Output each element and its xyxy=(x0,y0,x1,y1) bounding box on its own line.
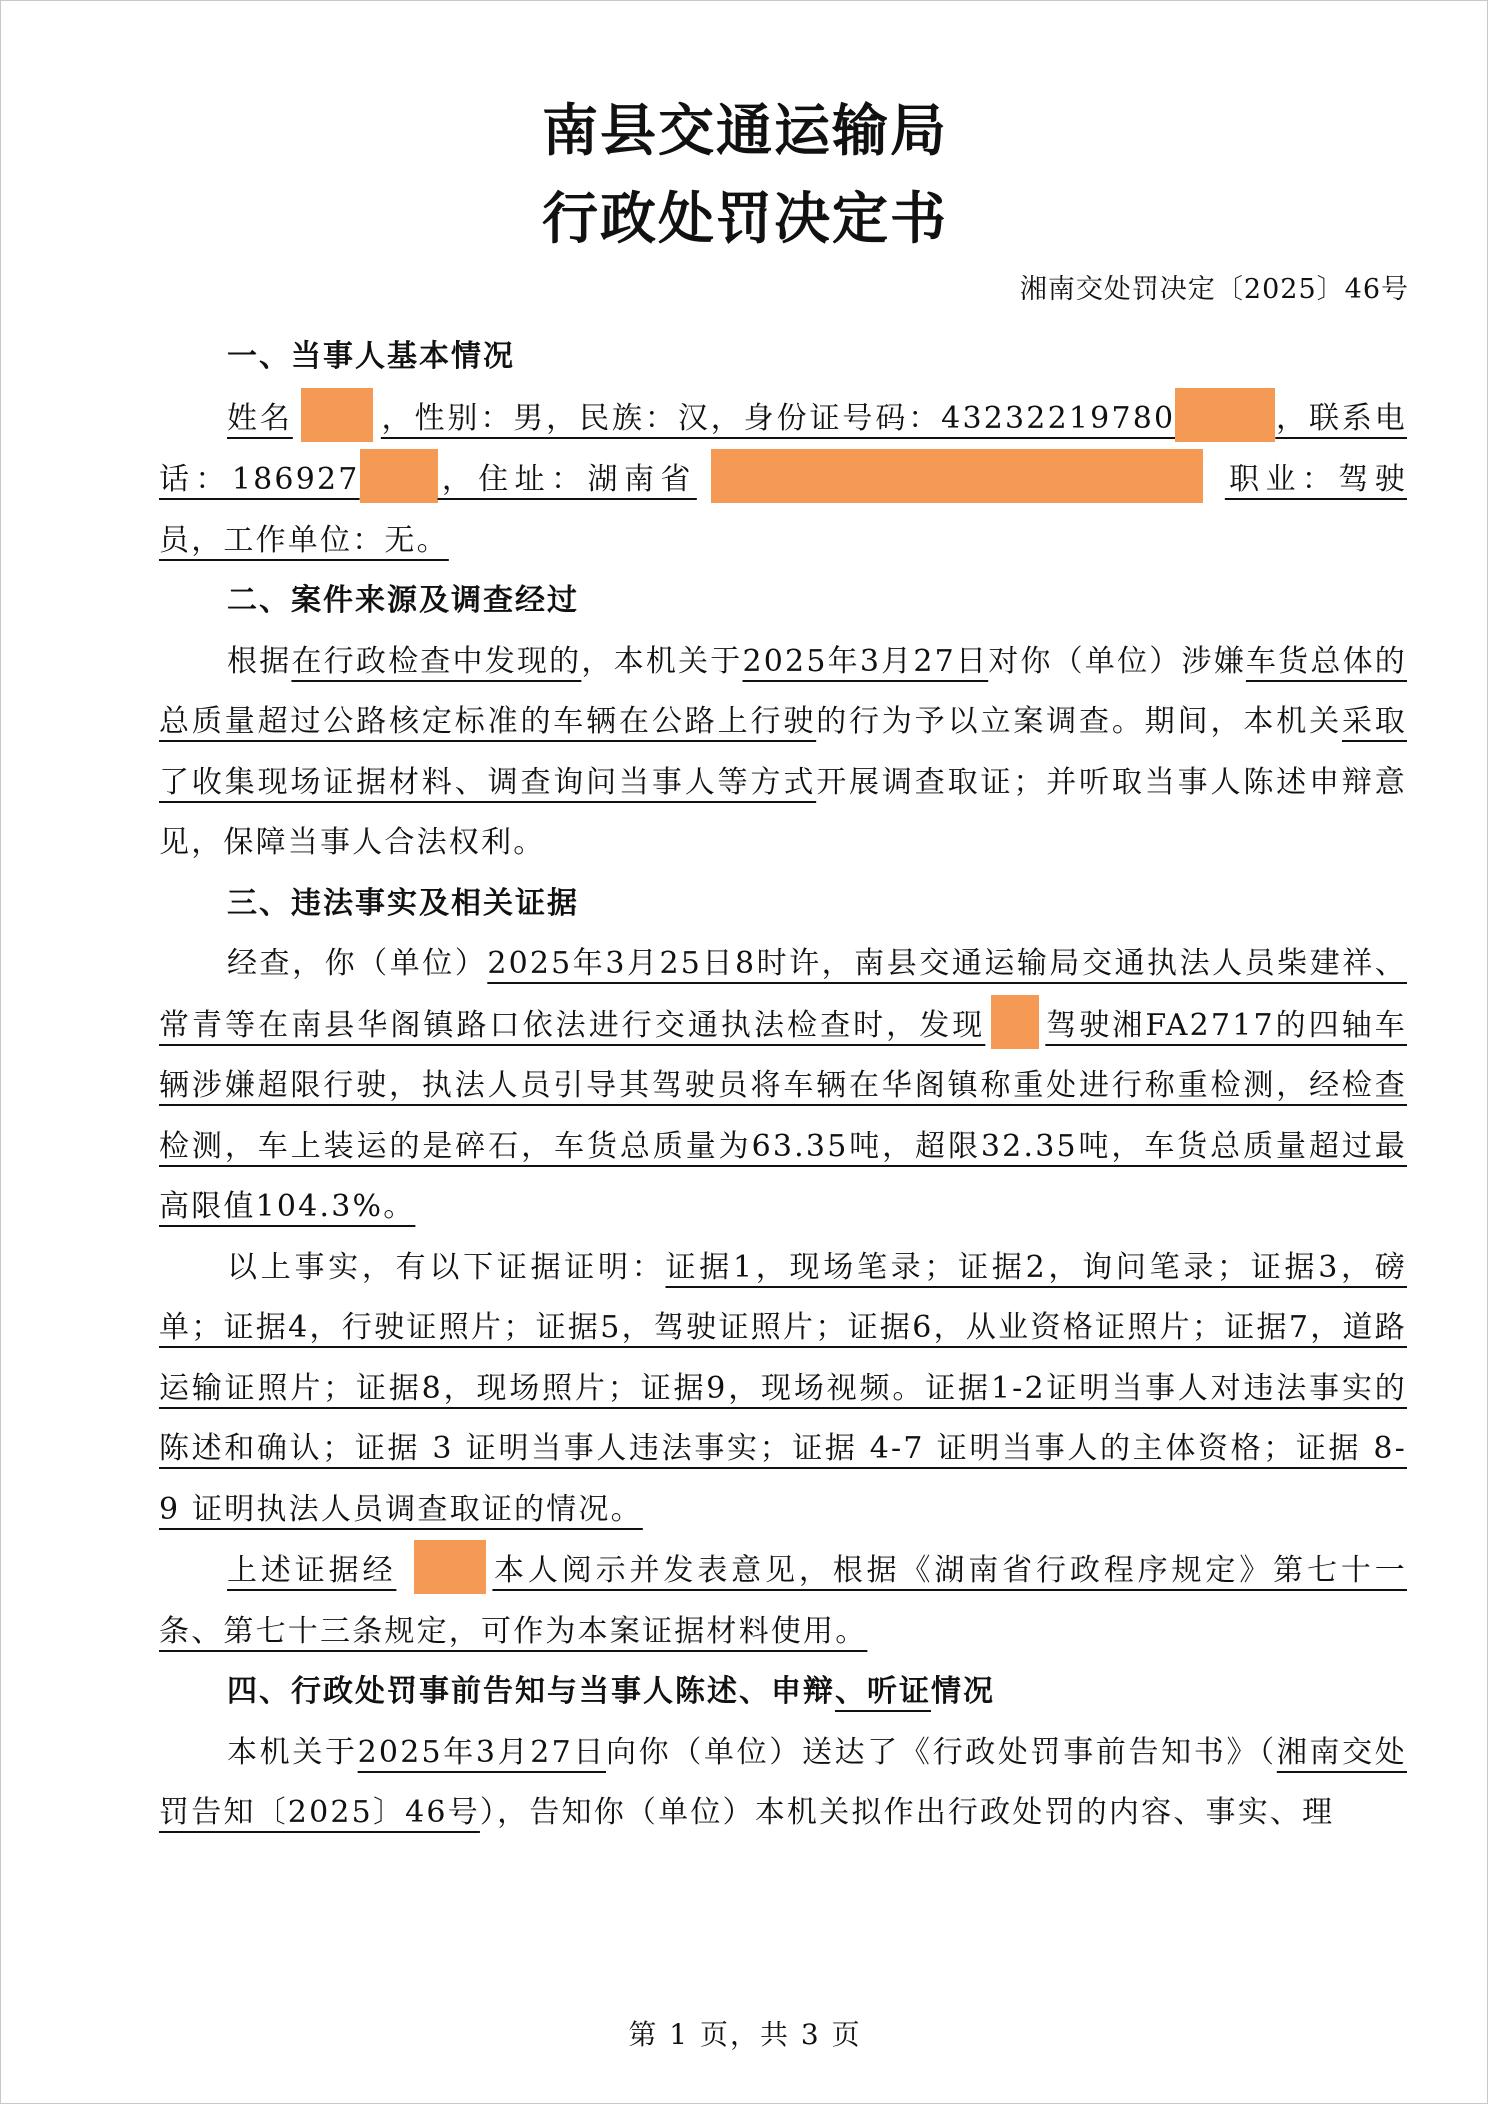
case-filing-date: 2025年3月27日 xyxy=(742,643,989,679)
violation-facts-paragraph xyxy=(159,934,1407,1238)
notice-date: 2025年3月27日 xyxy=(357,1734,606,1770)
section4-heading-part: 、听证 xyxy=(835,1674,931,1709)
case-source-paragraph xyxy=(159,632,1407,874)
facts-text: 经查，你（单位） xyxy=(227,946,488,981)
evidence-intro: 以上事实，有以下证据证明： xyxy=(227,1249,666,1285)
case-source-origin: 在行政检查中发现的 xyxy=(291,643,582,679)
evidence-paragraph xyxy=(159,1238,1407,1541)
section4-heading xyxy=(159,1662,1407,1723)
party-job-text: 职业：驾驶员，工作单位：无。 xyxy=(159,462,1407,558)
redacted-name-block xyxy=(301,388,373,442)
section2-heading: 二、案件来源及调查经过 xyxy=(227,583,579,618)
party-info-text: ，性别：男，民族：汉，身份证号码：43232219780 xyxy=(380,400,1176,436)
redacted-phone-block xyxy=(360,449,438,503)
document-number: 湘南交处罚决定〔2025〕46号 xyxy=(1019,274,1409,305)
evidence-review-paragraph xyxy=(159,1540,1407,1662)
section3-heading: 三、违法事实及相关证据 xyxy=(227,885,579,921)
case-source-text: 根据 xyxy=(227,643,292,679)
redacted-id-block xyxy=(1175,388,1275,442)
case-violation-type: 车货总体的总质量超过公路核定标准的车辆在公路上行驶 xyxy=(159,643,1408,739)
redacted-address-block xyxy=(711,449,1203,503)
evidence-review-text: 本人阅示并发表意见，根据《湖南省行政程序规定》第七十一条、第七十三条规定，可作为本案证据材料使用。 xyxy=(159,1553,1407,1649)
notice-text: 本机关于 xyxy=(227,1734,358,1770)
section4-heading-part: 情况 xyxy=(931,1674,995,1709)
party-info-paragraph xyxy=(159,388,1407,572)
document-title-line2: 行政处罚决定书 xyxy=(542,187,948,252)
document-body xyxy=(159,327,1407,1844)
party-address-text: ，住址：湖南省 xyxy=(437,462,697,497)
party-phone-text: ，联系电话：186927 xyxy=(159,400,1407,497)
case-source-text: 对你（单位）涉嫌 xyxy=(988,643,1246,679)
facts-detail-text: 2025年3月25日8时许，南县交通运输局交通执法人员柴建祥、常青等在南县华阁镇路口依法进行交通执法检查时，发现 xyxy=(159,946,1407,1043)
case-source-text: ，本机关于 xyxy=(581,643,743,679)
document-title-line1: 南县交通运输局 xyxy=(542,99,948,164)
notice-text: ），告知你（单位）本机关拟作出行政处罚的内容、事实、理 xyxy=(479,1795,1335,1830)
redacted-party-block xyxy=(414,1540,486,1594)
case-source-text: 开展调查取证；并听取当事人陈述申辩意见，保障当事人合法权利。 xyxy=(159,764,1407,860)
facts-detail-text: 驾驶湘FA2717的四轴车辆涉嫌超限行驶，执法人员引导其驾驶员将车辆在华阁镇称重处进行称重检测，经检查检测，车上装运的是碎石，车货总质量为63.35吨，超限32.35吨，车货总质量超过最高限值104.3%。 xyxy=(159,1007,1407,1224)
case-source-text: 的行为予以立案调查。期间，本机关 xyxy=(816,704,1342,739)
investigation-methods: 采取了收集现场证据材料、调查询问当事人等方式 xyxy=(159,704,1407,800)
section1-heading: 一、当事人基本情况 xyxy=(227,339,515,374)
evidence-review-text: 上述证据经 xyxy=(227,1553,397,1588)
notice-text: 向你（单位）送达了《行政处罚事前告知书》（ xyxy=(606,1734,1277,1770)
party-name-label: 姓名 xyxy=(227,400,293,436)
notice-paragraph xyxy=(159,1723,1407,1844)
evidence-list: 证据1，现场笔录；证据2，询问笔录；证据3，磅单；证据4，行驶证照片；证据5，驾驶证照片；证据6，从业资格证照片；证据7，道路运输证照片；证据8，现场照片；证据9，现场视频。证据1-2证明当事人对违法事实的陈述和确认；证据 3 证明当事人违法事实；证据 4-7 证明当事人的主体资格；证据 8-9 证明执法人员调查取证的情况。 xyxy=(159,1249,1407,1527)
redacted-driver-block xyxy=(991,995,1039,1049)
page-footer: 第 1 页，共 3 页 xyxy=(628,2018,862,2051)
section4-heading-part: 四、行政处罚事前告知与当事人陈述、申辩 xyxy=(227,1674,835,1709)
notice-doc-number: 湘南交处罚告知〔2025〕46号 xyxy=(159,1734,1407,1830)
